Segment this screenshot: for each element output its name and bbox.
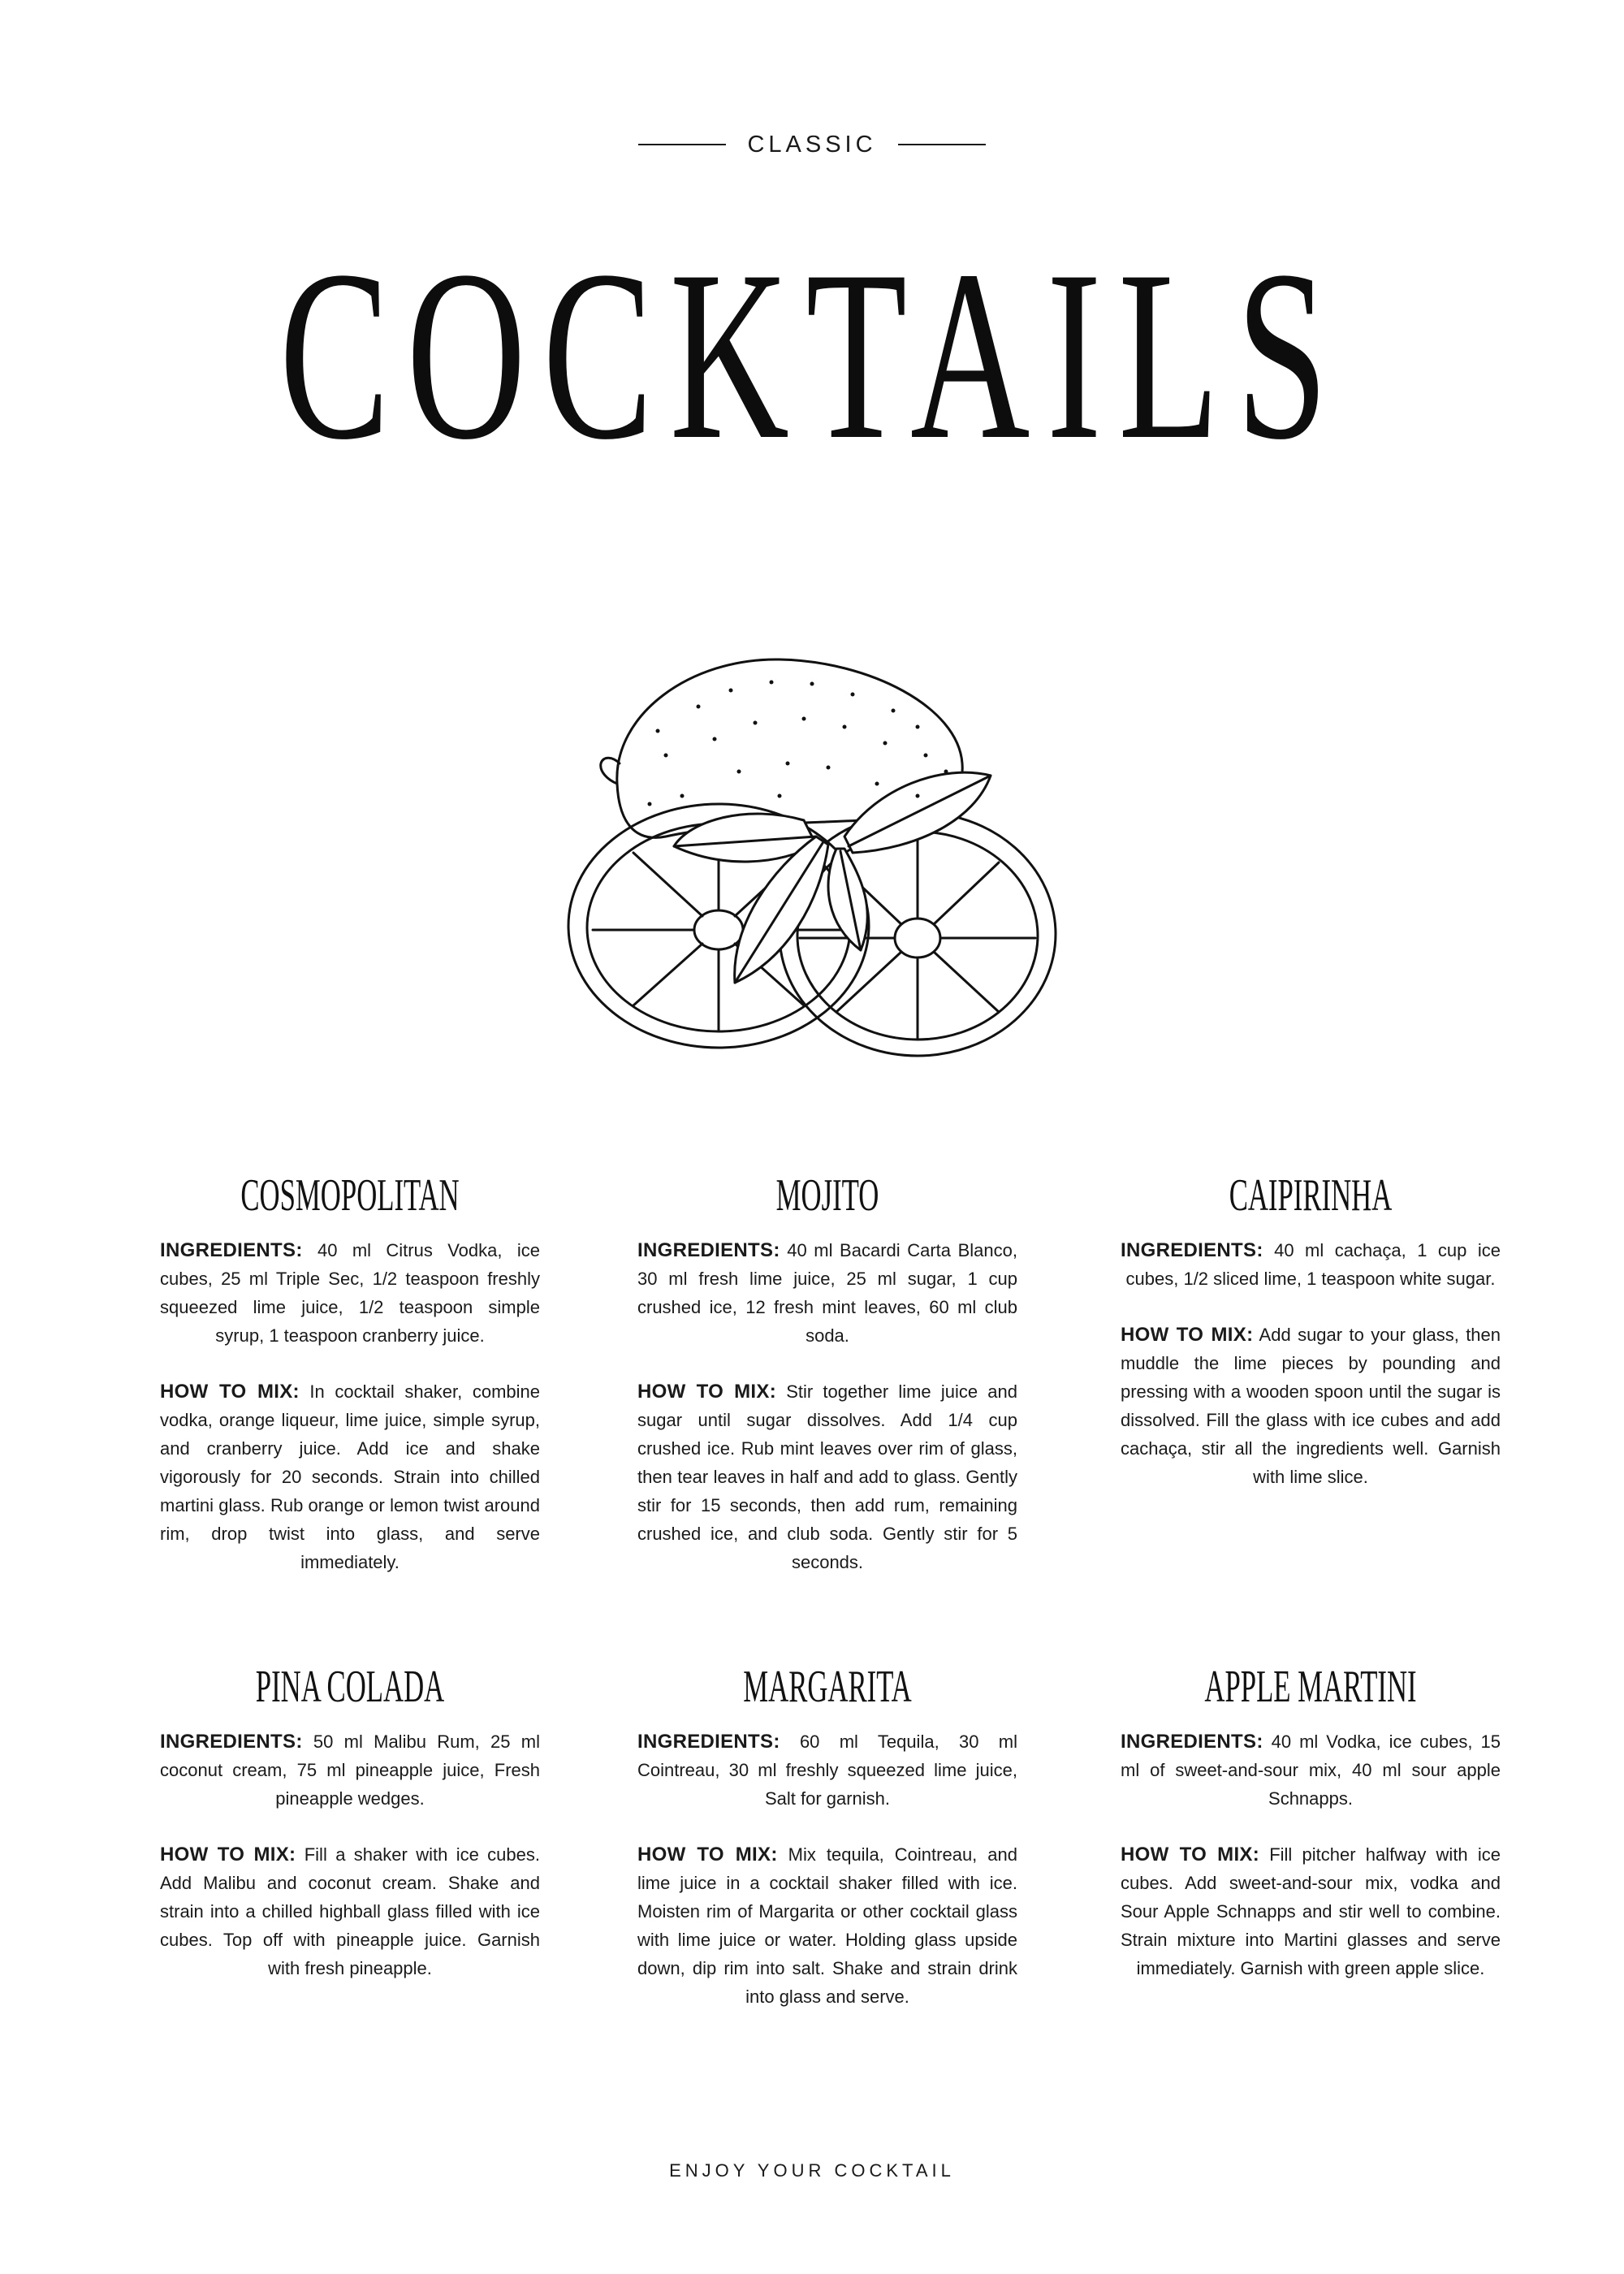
ingredients <box>160 1727 540 1813</box>
ingredients-label: INGREDIENTS: <box>160 1731 303 1753</box>
cocktail-card-mojito <box>637 1169 1017 1604</box>
cocktail-card-cosmopolitan <box>160 1169 540 1604</box>
how-to-mix-label: HOW TO MIX: <box>637 1844 778 1865</box>
cocktail-name: COSMOPOLITAN <box>240 1170 460 1221</box>
cocktail-name: CAIPIRINHA <box>1229 1170 1393 1221</box>
ingredients-label: INGREDIENTS: <box>1121 1239 1263 1261</box>
how-to-mix <box>160 1840 540 1982</box>
how-to-mix-label: HOW TO MIX: <box>637 1381 777 1403</box>
how-to-mix-text: Mix tequila, Cointreau, and lime juice in a cocktail shaker filled with ice. Moisten rim of Margarita or other cocktail glass with lime juice or water. Holding glass upside down, dip rim into salt. Shake and strain drink into glass and serve. <box>637 1844 1018 2007</box>
cocktail-card-pina-colada <box>160 1661 540 2010</box>
how-to-mix-text: Add sugar to your glass, then muddle the lime pieces by pounding and pressing with a wooden spoon until the sugar is dissolved. Fill the glass with ice cubes and add cachaça, stir all the ingredients well. Garnish with lime slice. <box>1121 1325 1501 1487</box>
ingredients-label: INGREDIENTS: <box>160 1239 303 1261</box>
how-to-mix-text: In cocktail shaker, combine vodka, orange liqueur, lime juice, simple syrup, and cranberry juice. Add ice and shake vigorously for 20 seconds. Strain into chilled martini glass. Rub orange or lemon twist around rim, drop twist into glass, and serve immediately. <box>160 1381 540 1572</box>
cocktail-card-caipirinha <box>1121 1169 1501 1519</box>
cocktail-name: MOJITO <box>775 1170 879 1221</box>
footer-text: ENJOY YOUR COCKTAIL <box>669 2160 955 2181</box>
ingredients-text: 40 ml Bacardi Carta Blanco, 30 ml fresh lime juice, 25 ml sugar, 1 cup crushed ice, 12 fresh mint leaves, 60 ml club soda. <box>637 1240 1017 1346</box>
cocktail-name: MARGARITA <box>743 1662 912 1712</box>
how-to-mix-label: HOW TO MIX: <box>1121 1324 1254 1346</box>
ingredients <box>1121 1236 1501 1293</box>
ingredients <box>160 1236 540 1350</box>
how-to-mix-text: Fill a shaker with ice cubes. Add Malibu and coconut cream. Shake and strain into a chilled highball glass filled with ice cubes. Top off with pineapple juice. Garnish with fresh pineapple. <box>160 1844 540 1978</box>
cocktail-name: PINA COLADA <box>255 1662 445 1712</box>
ingredients-text: 50 ml Malibu Rum, 25 ml coconut cream, 75 ml pineapple juice, Fresh pineapple wedges. <box>160 1731 540 1809</box>
cocktail-name: APPLE MARTINI <box>1204 1662 1417 1712</box>
how-to-mix-text: Stir together lime juice and sugar until sugar dissolves. Add 1/4 cup crushed ice. Rub mint leaves over rim of glass, then tear leaves in half and add to glass. Gently stir for 15 seconds, then add rum, remaining crushed ice, and club soda. Gently stir for 5 seconds. <box>637 1381 1018 1572</box>
how-to-mix-label: HOW TO MIX: <box>1121 1844 1260 1865</box>
header-label: CLASSIC <box>747 131 877 158</box>
ingredients-text: 40 ml Citrus Vodka, ice cubes, 25 ml Triple Sec, 1/2 teaspoon freshly squeezed lime juice, 1/2 teaspoon simple syrup, 1 teaspoon cranberry juice. <box>160 1240 540 1346</box>
ingredients-text: 40 ml cachaça, 1 cup ice cubes, 1/2 sliced lime, 1 teaspoon white sugar. <box>1125 1240 1501 1289</box>
left-divider <box>638 144 726 145</box>
how-to-mix <box>637 1840 1017 2011</box>
how-to-mix <box>637 1377 1017 1576</box>
ingredients-label: INGREDIENTS: <box>637 1239 780 1261</box>
how-to-mix-label: HOW TO MIX: <box>160 1381 300 1403</box>
ingredients-label: INGREDIENTS: <box>637 1731 780 1753</box>
ingredients <box>637 1727 1017 1813</box>
ingredients-text: 40 ml Vodka, ice cubes, 15 ml of sweet-and-sour mix, 40 ml sour apple Schnapps. <box>1121 1731 1501 1809</box>
how-to-mix-text: Fill pitcher halfway with ice cubes. Add sweet-and-sour mix, vodka and Sour Apple Schnapps and stir well to combine. Strain mixture into Martini glasses and serve immediately. Garnish with green apple slice. <box>1121 1844 1501 1978</box>
how-to-mix <box>1121 1321 1501 1491</box>
how-to-mix <box>1121 1840 1501 1982</box>
header-eyebrow <box>0 128 1624 161</box>
lemon-basil-illustration-icon <box>536 633 1088 1088</box>
ingredients <box>637 1236 1017 1350</box>
right-divider <box>898 144 986 145</box>
ingredients <box>1121 1727 1501 1813</box>
cocktail-card-apple-martini <box>1121 1661 1501 2010</box>
how-to-mix <box>160 1377 540 1576</box>
ingredients-label: INGREDIENTS: <box>1121 1731 1263 1753</box>
cocktail-card-margarita <box>637 1661 1017 2038</box>
page-title: COCKTAILS <box>279 220 1345 490</box>
how-to-mix-label: HOW TO MIX: <box>160 1844 296 1865</box>
ingredients-text: 60 ml Tequila, 30 ml Cointreau, 30 ml freshly squeezed lime juice, Salt for garnish. <box>637 1731 1017 1809</box>
